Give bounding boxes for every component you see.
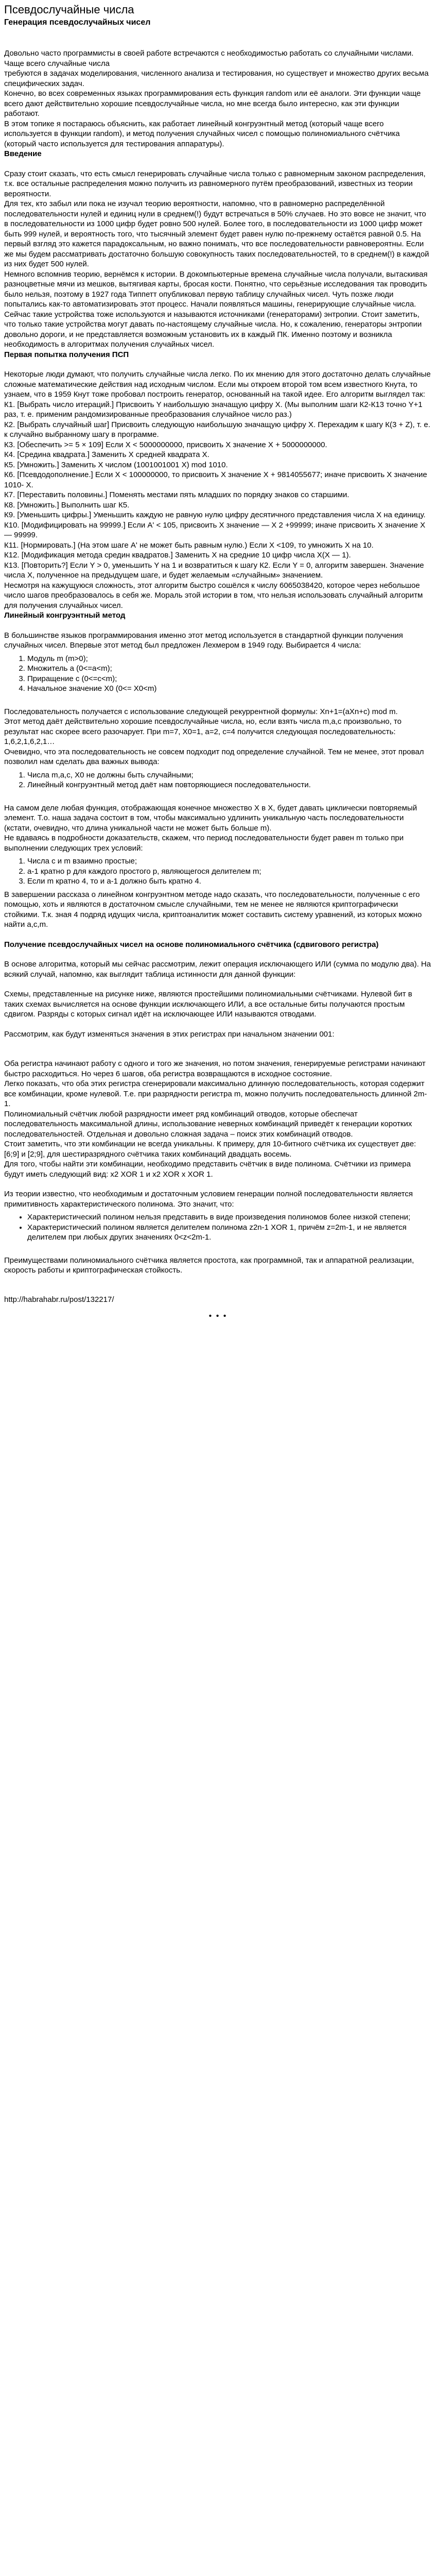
paragraph: В завершении рассказа о линейном конгруэнтном методе надо сказать, что последовательности, полученные с его помощью, хоть и являются в достаточном смысле случайными, тем не менее не являются криптографически стойкими. Т.к. зная 4 подряд идущих числа, криптоаналитик может составить систему уравнений, из которых можно найти a,c,m. [4, 890, 422, 929]
intro-paragraph: требуются в задачах моделирования, численного анализа и тестирования, но существует и множество других весьма специфических задач. [4, 69, 429, 88]
source-link[interactable]: http://habrahabr.ru/post/132217/ [4, 1295, 114, 1304]
paragraph: Из теории известно, что необходимым и достаточным условием генерации полной последовательности является примитивность характеристического полинома. Это значит, что: [4, 1190, 413, 1209]
end-dots: • • • [208, 1311, 228, 1320]
paragraph: Полиномиальный счётчик любой разрядности имеет ряд комбинаций отводов, которые обеспечат последовательность максимальной длины, использование неверных комбинаций приведёт к генерации коротких последовательностей. Отдельная и довольно сложная задача – поиск этих комбинаций отводов. [4, 1109, 412, 1139]
knuth-step: К1. [Выбрать число итераций.] Присвоить Y наибольшую значащую цифру X. (Мы выполним шаги К2-К13 точно Y+1 раз, т. е. применим рандомизированные преобразования случайное число раз.) [4, 400, 423, 419]
lcg-conclusions-list [4, 770, 432, 790]
list-item: 1. Модуль m (m>0); [27, 654, 432, 664]
paragraph: Этот метод даёт действительно хорошие псевдослучайные числа, но, если взять числа m,a,c произвольно, то результат нас скорее всего разочарует. При m=7, X0=1, a=2, c=4 получится следующая последовательность: 1,6,2,1,6,2,1… [4, 717, 402, 746]
paragraph: Несмотря на кажущуюся сложность, этот алгоритм быстро сошёлся к числу 6065038420, которое через небольшое число шагов преобразовалось в себя же. Мораль этой истории в том, что нельзя использовать случайный алгоритм для получения случайных чисел. [4, 581, 423, 610]
knuth-step: К4. [Средина квадрата.] Заменить X средней квадрата X. [4, 450, 210, 459]
paragraph: Легко показать, что оба этих регистра сгенерировали максимально длинную последовательность, которая содержит все комбинации, кроме нулевой. Т.е. при разрядности регистра m, можно получить последовательность длинной 2m-1. [4, 1079, 427, 1108]
paragraph: Очевидно, что эта последовательность не совсем подходит под определение случайной. Тем не менее, этот провал позволил нам сделать два важных вывода: [4, 747, 424, 766]
list-item: • Характеристический полином является делителем полинома z2n-1 XOR 1, причём z=2m-1, и не является делителем при любых других значениях 0<z<2m-1. [27, 1223, 432, 1243]
knuth-step: К7. [Переставить половины.] Поменять местами пять младших по порядку знаков со старшими. [4, 490, 350, 499]
intro-paragraph: Довольно часто программисты в своей работе встречаются с необходимостью работать со случайными числами. Чаще всего случайные числа [4, 49, 414, 68]
paragraph: На самом деле любая функция, отображающая конечное множество X в X, будет давать циклически повторяемый элемент. Т.о. наша задача состоит в том, чтобы максимально удлинить уникальную часть последовательности (кстати, очевидно, что длина уникальной части не может быть больше m). [4, 803, 417, 833]
paragraph: Преимуществами полиномиального счётчика является простота, как программной, так и аппаратной реализации, скорость работы и криптографическая стойкость. [4, 1256, 414, 1275]
list-item: 4. Начальное значение X0 (0<= X0<m) [27, 684, 432, 694]
paragraph: Не вдаваясь в подробности доказательств, скажем, что период последовательности будет равен m только при выполнении следующих трех условий: [4, 834, 404, 853]
paragraph: Схемы, представленные на рисунке ниже, являются простейшими полиномиальными счётчиками. Нулевой бит в таких схемах вычисляется на основе функции исключающего ИЛИ, а все остальные биты получаются простым сдвигом. Разряды с которых сигнал идёт на исключающее ИЛИ называются отводами. [4, 990, 412, 1019]
intro-paragraph: В этом топике я постараюсь объяснить, как работает линейный конгруэнтный метод (который чаще всего используется в функции random), и метод получения случайных чисел с помощью полиномиального счётчика (который часто используется для тестирования аппаратуры). [4, 119, 400, 148]
knuth-step: К11. [Нормировать.] (На этом шаге A' не может быть равным нулю.) Если X <109, то умножить X на 10. [4, 540, 374, 550]
section-heading: Получение псевдослучайных чисел на основе полиномиального счётчика (сдвигового регистра) [4, 940, 379, 949]
list-item: 1. Числа c и m взаимно простые; [27, 856, 432, 867]
intro-paragraph: Конечно, во всех современных языках программирования есть функция random или её аналоги. Эти функции чаще всего дают действительно хорошие псевдослучайные числа, но мне всегда было интересно, как эти функции работают. [4, 89, 421, 118]
knuth-step: К13. [Повторить?] Если Y > 0, уменьшить Y на 1 и возвратиться к шагу К2. Если Y = 0, алгоритм завершен. Значение числа X, полученное на предыдущем шаге, и будет желаемым «случайным» значением. [4, 561, 424, 580]
paragraph: Некоторые люди думают, что получить случайные числа легко. По их мнению для этого достаточно делать случайные сложные математические действия над исходным числом. Если мы откроем второй том всем известного Кнута, то узнаем, что в 1959 Кнут тоже пробовал построить генератор, основанный на такой идее. Его алгоритм выглядел так: [4, 370, 431, 399]
knuth-step: К10. [Модифицировать на 99999.] Если A' < 105, присвоить X значение — X 2 +99999; иначе присвоить X значение X — 99999. [4, 520, 426, 539]
paragraph: Рассмотрим, как будут изменяться значения в этих регистрах при начальном значении 001: [4, 1029, 335, 1039]
list-item: 2. Множитель a (0<=a<m); [27, 664, 432, 674]
poly-conditions-list [4, 1212, 432, 1243]
list-item: 3. Приращение c (0<=c<m); [27, 674, 432, 684]
paragraph: Оба регистра начинают работу с одного и того же значения, но потом значения, генерируемые регистрами начинают быстро расходиться. Но через 6 шагов, оба регистра возвращаются в исходное состояние. [4, 1059, 426, 1078]
paragraph: Для тех, кто забыл или пока не изучал теорию вероятности, напомню, что в равномерно распределённой последовательности нулей и единиц нули в среднем(!) будут встречаться в 50% случаев. Но это вовсе не значит, что в последовательности из 1000 цифр будет ровно 500 нулей. Более того, в последовательности из 1000 цифр может быть 999 нулей, и вероятность того, что тысячный элемент будет равен нулю по-прежнему остаётся равной 0.5. На первый взгляд это кажется парадоксальным, но важно понимать, что все последовательности равновероятны. Если же мы будем рассматривать достаточно большую совокупность таких последовательностей, то в среднем(!) в каждой из них будет 500 нулей. [4, 199, 429, 268]
lcg-params-list [4, 654, 432, 694]
knuth-step: К12. [Модификация метода средин квадратов.] Заменить X на средние 10 цифр числа X(X — 1). [4, 551, 351, 560]
paragraph: Для того, чтобы найти эти комбинации, необходимо представить счётчик в виде полинома. Счётчики из примера будут иметь следующий вид: x2 XOR 1 и x2 XOR x XOR 1. [4, 1160, 411, 1179]
knuth-step: К5. [Умножить.] Заменить X числом (1001001001 X) mod 1010. [4, 460, 228, 469]
paragraph: Немного вспомнив теорию, вернёмся к истории. В докомпьютерные времена случайные числа получали, вытаскивая разноцветные мячи из мешков, вытягивая карты, бросая кости. Понятно, что серьёзные исследования так проводить было нельзя, поэтому в 1927 года Типпетт опубликовал первую таблицу случайных чисел. Чуть позже люди попытались как-то автоматизировать этот процесс. Начали появляться машины, генерирующие случайные числа. Сейчас такие устройства тоже используются и называются источниками (генераторами) энтропии. Стоит заметить, что только такие устройства могут давать по-настоящему случайные числа. Но, к сожалению, генераторы энтропии довольно дороги, и не представляется возможным установить их в каждый ПК. Именно поэтому и возникла необходимость в алгоритмах получения случайных чисел. [4, 269, 428, 349]
knuth-step: К8. [Умножить.] Выполнить шаг К5. [4, 500, 130, 510]
list-item: • Характеристический полином нельзя представить в виде произведения полиномов более низкой степени; [27, 1212, 432, 1223]
section-heading: Линейный конгруэнтный метод [4, 611, 126, 620]
lcg-conditions-list [4, 856, 432, 887]
knuth-step: К3. [Обеспечить >= 5 × 109] Если X < 5000000000, присвоить X значение X + 5000000000. [4, 440, 327, 449]
paragraph: Стоит заметить, что эти комбинации не всегда уникальны. К примеру, для 10-битного счётчика их существует две: [6;9] и [2;9], для шестиразрядного счётчика таких комбинаций двадцать восемь. [4, 1140, 416, 1159]
list-item: 1. Числа m,a,c, X0 не должны быть случайными; [27, 770, 432, 781]
list-item: 3. Если m кратно 4, то и a-1 должно быть кратно 4. [27, 876, 432, 887]
paragraph: В основе алгоритма, который мы сейчас рассмотрим, лежит операция исключающего ИЛИ (сумма по модулю два). На всякий случай, напомню, как выглядит таблица истинности для данной функции: [4, 960, 431, 979]
section-heading: Первая попытка получения ПСП [4, 350, 129, 359]
section-heading: Введение [4, 149, 42, 158]
list-item: 2. a-1 кратно p для каждого простого p, являющегося делителем m; [27, 867, 432, 877]
knuth-step: К9. [Уменьшить цифры.] Уменьшить каждую не равную нулю цифру десятичного представления числа X на единицу. [4, 511, 426, 519]
paragraph: Сразу стоит сказать, что есть смысл генерировать случайные числа только с равномерным законом распределения, т.к. все остальные распределения можно получить из равномерного путём преобразований, известных из теории вероятности. [4, 169, 426, 198]
paragraph: В большинстве языков программирования именно этот метод используется в стандартной функции получения случайных чисел. Впервые этот метод был предложен Лехмером в 1949 году. Выбирается 4 числа: [4, 631, 403, 650]
post-title: Генерация псевдослучайных чисел [4, 18, 151, 27]
site-title: Псевдослучайные числа [4, 3, 134, 16]
list-item: 2. Линейный конгруэнтный метод даёт нам повторяющиеся последовательности. [27, 780, 432, 790]
knuth-step: К6. [Псевдодополнение.] Если X < 100000000, то присвоить X значение X + 9814055677; иначе присвоить X значение 1010- X. [4, 470, 427, 489]
paragraph: Последовательность получается с использование следующей рекуррентной формулы: Xn+1=(aXn+c) mod m. [4, 707, 398, 716]
knuth-step: К2. [Выбрать случайный шаг] Присвоить следующую наибольшую значащую цифру X. Перехадим к шагу К(3 + Z), т. е. к случайно выбранному шагу в программе. [4, 420, 430, 439]
